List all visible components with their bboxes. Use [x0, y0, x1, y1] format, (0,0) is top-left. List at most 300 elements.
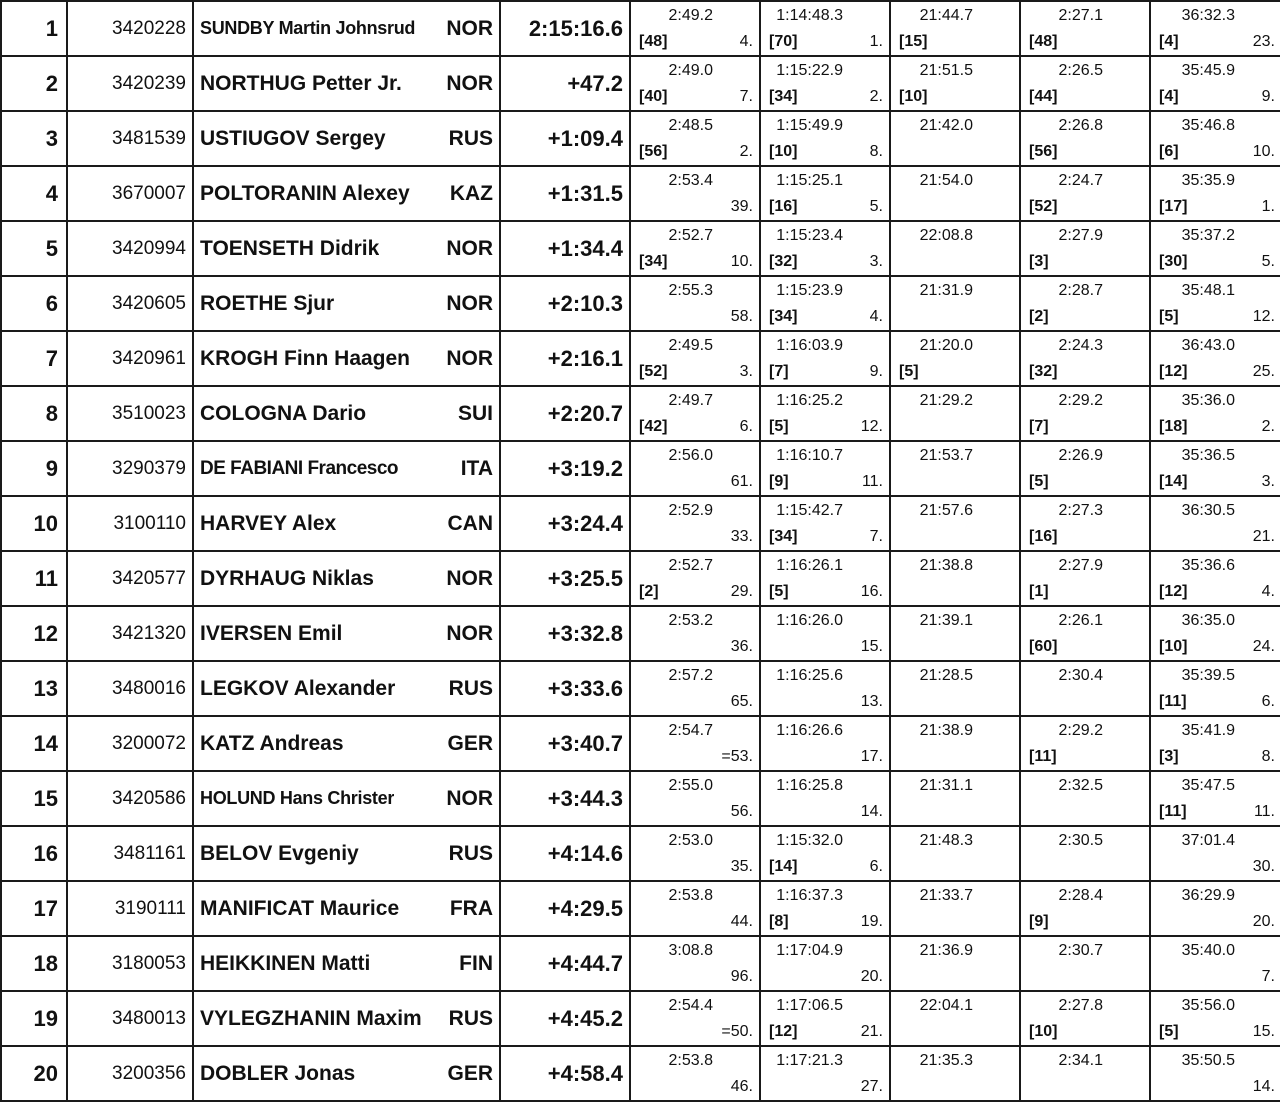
split-rank: 11.: [861, 473, 883, 490]
rank-cell: 6: [1, 276, 67, 331]
athlete-name: DYRHAUG Niklas: [200, 566, 374, 590]
split-time: 2:49.7: [668, 392, 713, 409]
rank-cell: 9: [1, 441, 67, 496]
rank-cell: 18: [1, 936, 67, 991]
split-bonus: [7]: [769, 363, 789, 380]
split-time: 1:15:25.1: [776, 172, 843, 189]
table-row: [1, 716, 1280, 771]
split-cell-4: [1020, 111, 1150, 166]
athlete-name: HARVEY Alex: [200, 511, 337, 535]
split-time: 2:27.8: [1058, 997, 1103, 1014]
fis-code-cell: 3421320: [67, 606, 193, 661]
split-time: 2:27.9: [1058, 227, 1103, 244]
finish-time-cell: +3:25.5: [500, 551, 630, 606]
split-rank: 3.: [739, 363, 753, 380]
fis-code-cell: 3480013: [67, 991, 193, 1046]
rank-cell: 20: [1, 1046, 67, 1101]
split-bonus: [52]: [1029, 198, 1058, 215]
split-time: 2:27.1: [1058, 7, 1103, 24]
split-cell-1: [630, 551, 760, 606]
table-row: [1, 56, 1280, 111]
split-time: 2:53.8: [668, 887, 713, 904]
split-cell-5: [1150, 661, 1280, 716]
split-rank: 2.: [869, 88, 883, 105]
split-rank: 35.: [730, 858, 753, 875]
split-rank: 36.: [730, 638, 753, 655]
split-cell-4: [1020, 991, 1150, 1046]
split-time: 2:55.0: [668, 777, 713, 794]
finish-time-cell: +47.2: [500, 56, 630, 111]
split-cell-2: [760, 1, 890, 56]
split-bonus: [8]: [769, 913, 789, 930]
athlete-name: POLTORANIN Alexey: [200, 181, 410, 205]
split-time: 2:30.7: [1058, 942, 1103, 959]
split-cell-3: [890, 276, 1020, 331]
split-rank: 30.: [1252, 858, 1275, 875]
split-time: 35:36.6: [1181, 557, 1235, 574]
split-time: 1:15:32.0: [776, 832, 843, 849]
split-time: 2:30.5: [1058, 832, 1103, 849]
table-row: [1, 166, 1280, 221]
split-time: 2:34.1: [1058, 1052, 1103, 1069]
split-cell-3: [890, 551, 1020, 606]
split-rank: 20.: [860, 968, 883, 985]
split-time: 36:43.0: [1181, 337, 1235, 354]
athlete-name: COLOGNA Dario: [200, 401, 367, 425]
split-time: 2:26.9: [1058, 447, 1103, 464]
table-row: [1, 991, 1280, 1046]
table-row: [1, 606, 1280, 661]
split-cell-3: [890, 111, 1020, 166]
split-rank: 61.: [730, 473, 753, 490]
split-time: 1:14:48.3: [776, 7, 843, 24]
athlete-wrap: [200, 787, 493, 811]
split-time: 2:54.4: [668, 997, 713, 1014]
fis-code-cell: 3100110: [67, 496, 193, 551]
athlete-name: DE FABIANI Francesco: [200, 457, 398, 479]
split-cell-5: [1150, 386, 1280, 441]
table-row: [1, 441, 1280, 496]
split-bonus: [34]: [639, 253, 668, 270]
split-cell-1: [630, 771, 760, 826]
nation-code: NOR: [446, 16, 493, 40]
split-time: 35:36.5: [1181, 447, 1235, 464]
fis-code-cell: 3200356: [67, 1046, 193, 1101]
split-cell-5: [1150, 441, 1280, 496]
split-bonus: [34]: [769, 308, 798, 325]
split-time: 2:28.7: [1058, 282, 1103, 299]
split-time: 1:16:25.2: [776, 392, 843, 409]
split-cell-3: [890, 606, 1020, 661]
finish-time-cell: +1:31.5: [500, 166, 630, 221]
athlete-name: KROGH Finn Haagen: [200, 346, 411, 370]
split-rank: 4.: [869, 308, 883, 325]
athlete-name: MANIFICAT Maurice: [200, 896, 400, 920]
split-time: 21:54.0: [919, 172, 973, 189]
split-cell-2: [760, 496, 890, 551]
split-time: 1:16:25.6: [776, 667, 843, 684]
split-time: 2:26.8: [1058, 117, 1103, 134]
split-time: 2:27.3: [1058, 502, 1103, 519]
split-time: 35:35.9: [1181, 172, 1235, 189]
nation-code: NOR: [446, 346, 493, 370]
split-rank: 46.: [730, 1078, 753, 1095]
split-time: 35:37.2: [1181, 227, 1235, 244]
split-bonus: [17]: [1159, 198, 1188, 215]
fis-code-cell: 3510023: [67, 386, 193, 441]
fis-code-cell: 3420228: [67, 1, 193, 56]
fis-code-cell: 3290379: [67, 441, 193, 496]
split-cell-3: [890, 991, 1020, 1046]
split-rank: 96.: [730, 968, 753, 985]
athlete-wrap: [200, 732, 493, 756]
nation-code: FRA: [449, 896, 493, 920]
split-time: 2:49.0: [668, 62, 713, 79]
nation-code: NOR: [446, 786, 493, 810]
split-rank: 9.: [1261, 88, 1275, 105]
nation-code: NOR: [446, 71, 493, 95]
split-time: 1:15:22.9: [776, 62, 843, 79]
split-time: 21:39.1: [919, 612, 973, 629]
split-time: 21:38.8: [919, 557, 973, 574]
athlete-name: USTIUGOV Sergey: [200, 126, 386, 150]
split-cell-1: [630, 331, 760, 386]
split-cell-1: [630, 881, 760, 936]
nation-code: RUS: [448, 1006, 493, 1030]
split-time: 21:42.0: [919, 117, 973, 134]
split-time: 35:46.8: [1181, 117, 1235, 134]
finish-time-cell: +4:45.2: [500, 991, 630, 1046]
athlete-wrap: [200, 1062, 493, 1086]
split-time: 2:49.5: [668, 337, 713, 354]
split-time: 2:26.1: [1058, 612, 1103, 629]
fis-code-cell: 3180053: [67, 936, 193, 991]
athlete-name: BELOV Evgeniy: [200, 841, 359, 865]
split-bonus: [4]: [1159, 88, 1179, 105]
fis-code-cell: 3420577: [67, 551, 193, 606]
split-bonus: [15]: [899, 33, 928, 50]
split-cell-3: [890, 386, 1020, 441]
split-cell-3: [890, 716, 1020, 771]
nation-code: GER: [447, 1061, 493, 1085]
split-time: 1:16:26.1: [776, 557, 843, 574]
split-time: 1:16:37.3: [776, 887, 843, 904]
split-cell-3: [890, 331, 1020, 386]
table-row: [1, 111, 1280, 166]
split-bonus: [11]: [1159, 803, 1187, 820]
finish-time-cell: +1:09.4: [500, 111, 630, 166]
split-bonus: [5]: [1029, 473, 1049, 490]
split-bonus: [30]: [1159, 253, 1188, 270]
split-rank: 17.: [860, 748, 883, 765]
split-bonus: [2]: [639, 583, 659, 600]
fis-code-cell: 3420961: [67, 331, 193, 386]
fis-code-cell: 3200072: [67, 716, 193, 771]
split-cell-5: [1150, 1046, 1280, 1101]
nation-code: KAZ: [449, 181, 493, 205]
split-cell-2: [760, 56, 890, 111]
split-bonus: [9]: [769, 473, 789, 490]
athlete-wrap: [200, 952, 493, 976]
split-time: 1:17:04.9: [776, 942, 843, 959]
split-time: 2:28.4: [1058, 887, 1103, 904]
split-cell-2: [760, 166, 890, 221]
split-rank: 58.: [730, 308, 753, 325]
athlete-name: IVERSEN Emil: [200, 621, 343, 645]
split-rank: 6.: [1261, 693, 1275, 710]
split-cell-3: [890, 441, 1020, 496]
athlete-wrap: [200, 347, 493, 371]
split-time: 35:45.9: [1181, 62, 1235, 79]
split-cell-2: [760, 551, 890, 606]
athlete-wrap: [200, 72, 493, 96]
split-cell-4: [1020, 1046, 1150, 1101]
split-time: 2:53.2: [668, 612, 713, 629]
split-rank: 16.: [860, 583, 883, 600]
athlete-wrap: [200, 402, 493, 426]
split-cell-1: [630, 991, 760, 1046]
rank-cell: 15: [1, 771, 67, 826]
athlete-wrap: [200, 842, 493, 866]
split-rank: 3.: [1261, 473, 1275, 490]
split-time: 1:15:23.4: [776, 227, 843, 244]
split-time: 2:26.5: [1058, 62, 1103, 79]
athlete-cell: [193, 936, 500, 991]
split-time: 35:36.0: [1181, 392, 1235, 409]
split-cell-4: [1020, 771, 1150, 826]
split-time: 2:52.7: [668, 227, 713, 244]
nation-code: ITA: [460, 456, 493, 480]
split-cell-4: [1020, 331, 1150, 386]
finish-time-cell: +3:44.3: [500, 771, 630, 826]
split-rank: 5.: [1261, 253, 1275, 270]
split-cell-1: [630, 1, 760, 56]
nation-code: SUI: [457, 401, 493, 425]
split-rank: 9.: [869, 363, 883, 380]
split-time: 21:28.5: [919, 667, 973, 684]
split-time: 1:16:03.9: [776, 337, 843, 354]
split-bonus: [42]: [639, 418, 668, 435]
finish-time-cell: +2:10.3: [500, 276, 630, 331]
split-cell-2: [760, 221, 890, 276]
split-cell-4: [1020, 936, 1150, 991]
split-rank: 4.: [739, 33, 753, 50]
split-rank: 3.: [869, 253, 883, 270]
split-bonus: [16]: [1029, 528, 1058, 545]
athlete-cell: [193, 221, 500, 276]
split-bonus: [5]: [899, 363, 919, 380]
split-time: 21:38.9: [919, 722, 973, 739]
split-time: 2:52.7: [668, 557, 713, 574]
split-time: 2:29.2: [1058, 722, 1103, 739]
split-cell-4: [1020, 1, 1150, 56]
split-cell-5: [1150, 276, 1280, 331]
split-time: 22:04.1: [919, 997, 973, 1014]
split-cell-3: [890, 1046, 1020, 1101]
split-bonus: [5]: [769, 418, 789, 435]
split-cell-2: [760, 826, 890, 881]
split-cell-4: [1020, 496, 1150, 551]
split-cell-3: [890, 936, 1020, 991]
split-time: 21:20.0: [919, 337, 973, 354]
split-cell-1: [630, 606, 760, 661]
split-cell-2: [760, 716, 890, 771]
table-row: [1, 936, 1280, 991]
split-cell-2: [760, 881, 890, 936]
split-time: 3:08.8: [668, 942, 713, 959]
split-cell-5: [1150, 881, 1280, 936]
split-time: 1:16:25.8: [776, 777, 843, 794]
split-time: 2:52.9: [668, 502, 713, 519]
split-bonus: [34]: [769, 528, 798, 545]
rank-cell: 14: [1, 716, 67, 771]
fis-code-cell: 3420994: [67, 221, 193, 276]
split-time: 35:50.5: [1181, 1052, 1235, 1069]
split-bonus: [3]: [1159, 748, 1179, 765]
table-row: [1, 826, 1280, 881]
rank-cell: 17: [1, 881, 67, 936]
split-cell-1: [630, 936, 760, 991]
split-time: 1:17:06.5: [776, 997, 843, 1014]
split-time: 21:33.7: [919, 887, 973, 904]
split-time: 2:53.4: [668, 172, 713, 189]
split-cell-2: [760, 386, 890, 441]
split-cell-2: [760, 771, 890, 826]
athlete-wrap: [200, 897, 493, 921]
split-time: 2:27.9: [1058, 557, 1103, 574]
split-rank: 8.: [1261, 748, 1275, 765]
split-cell-1: [630, 56, 760, 111]
split-cell-4: [1020, 221, 1150, 276]
split-rank: 65.: [730, 693, 753, 710]
split-rank: 6.: [739, 418, 753, 435]
split-cell-5: [1150, 331, 1280, 386]
split-bonus: [11]: [1159, 693, 1187, 710]
fis-code-cell: 3481161: [67, 826, 193, 881]
split-cell-1: [630, 221, 760, 276]
fis-code-cell: 3670007: [67, 166, 193, 221]
rank-cell: 19: [1, 991, 67, 1046]
split-time: 36:30.5: [1181, 502, 1235, 519]
athlete-cell: [193, 826, 500, 881]
split-bonus: [4]: [1159, 33, 1179, 50]
split-cell-5: [1150, 56, 1280, 111]
split-bonus: [5]: [1159, 1023, 1179, 1040]
split-bonus: [32]: [1029, 363, 1058, 380]
athlete-cell: [193, 386, 500, 441]
split-rank: 15.: [860, 638, 883, 655]
split-bonus: [12]: [1159, 583, 1188, 600]
athlete-wrap: [200, 677, 493, 701]
split-bonus: [18]: [1159, 418, 1188, 435]
athlete-cell: [193, 56, 500, 111]
split-cell-5: [1150, 606, 1280, 661]
split-rank: 14.: [1252, 1078, 1275, 1095]
split-cell-5: [1150, 936, 1280, 991]
athlete-cell: [193, 1, 500, 56]
fis-code-cell: 3190111: [67, 881, 193, 936]
split-cell-4: [1020, 441, 1150, 496]
finish-time-cell: +4:29.5: [500, 881, 630, 936]
split-cell-5: [1150, 1, 1280, 56]
nation-code: NOR: [446, 566, 493, 590]
split-bonus: [5]: [769, 583, 789, 600]
split-time: 21:31.9: [919, 282, 973, 299]
table-row: [1, 1046, 1280, 1101]
split-rank: 25.: [1252, 363, 1275, 380]
athlete-wrap: [200, 182, 493, 206]
nation-code: FIN: [459, 951, 493, 975]
table-row: [1, 771, 1280, 826]
split-cell-3: [890, 166, 1020, 221]
rank-cell: 2: [1, 56, 67, 111]
split-time: 2:49.2: [668, 7, 713, 24]
split-bonus: [32]: [769, 253, 798, 270]
split-time: 36:29.9: [1181, 887, 1235, 904]
split-bonus: [10]: [899, 88, 928, 105]
split-cell-5: [1150, 551, 1280, 606]
split-bonus: [56]: [1029, 143, 1058, 160]
split-time: 35:56.0: [1181, 997, 1235, 1014]
split-rank: 44.: [730, 913, 753, 930]
split-bonus: [7]: [1029, 418, 1049, 435]
split-cell-4: [1020, 166, 1150, 221]
athlete-wrap: [200, 17, 493, 41]
finish-time-cell: +4:14.6: [500, 826, 630, 881]
table-row: [1, 1, 1280, 56]
split-cell-1: [630, 716, 760, 771]
fis-code-cell: 3420239: [67, 56, 193, 111]
athlete-name: KATZ Andreas: [200, 731, 344, 755]
split-time: 21:31.1: [919, 777, 973, 794]
nation-code: NOR: [446, 621, 493, 645]
split-rank: 12.: [1252, 308, 1275, 325]
athlete-cell: [193, 716, 500, 771]
split-time: 2:56.0: [668, 447, 713, 464]
split-cell-2: [760, 441, 890, 496]
split-bonus: [60]: [1029, 638, 1058, 655]
nation-code: NOR: [446, 236, 493, 260]
rank-cell: 13: [1, 661, 67, 716]
split-cell-5: [1150, 166, 1280, 221]
athlete-wrap: [200, 567, 493, 591]
split-time: 1:16:10.7: [776, 447, 843, 464]
split-time: 2:24.7: [1058, 172, 1103, 189]
rank-cell: 1: [1, 1, 67, 56]
fis-code-cell: 3480016: [67, 661, 193, 716]
split-time: 35:48.1: [1181, 282, 1235, 299]
athlete-wrap: [200, 292, 493, 316]
fis-code-cell: 3420586: [67, 771, 193, 826]
athlete-cell: [193, 551, 500, 606]
split-rank: 14.: [860, 803, 883, 820]
finish-time-cell: +2:20.7: [500, 386, 630, 441]
split-cell-2: [760, 661, 890, 716]
split-bonus: [34]: [769, 88, 798, 105]
split-rank: 10.: [1252, 143, 1275, 160]
athlete-wrap: [200, 1007, 493, 1031]
split-time: 2:48.5: [668, 117, 713, 134]
nation-code: RUS: [448, 841, 493, 865]
split-cell-2: [760, 276, 890, 331]
athlete-name: VYLEGZHANIN Maxim: [200, 1006, 422, 1030]
rank-cell: 4: [1, 166, 67, 221]
split-rank: 33.: [730, 528, 753, 545]
split-bonus: [10]: [769, 143, 798, 160]
split-time: 36:35.0: [1181, 612, 1235, 629]
split-time: 22:08.8: [919, 227, 973, 244]
split-cell-1: [630, 496, 760, 551]
